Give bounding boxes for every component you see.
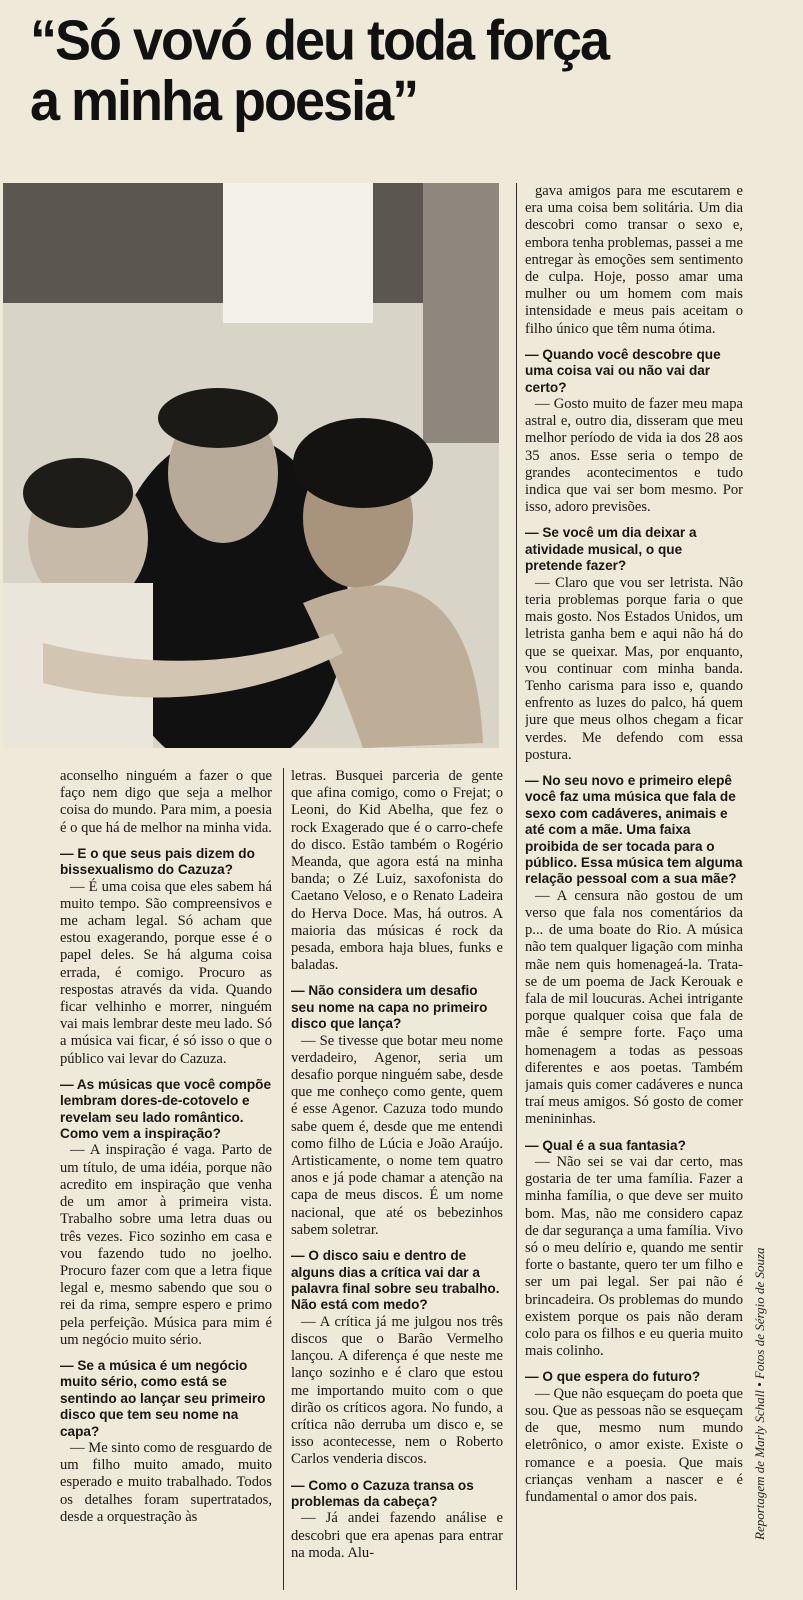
question: — Qual é a sua fantasia? bbox=[525, 1137, 686, 1153]
answer-paragraph: — A inspiração é vaga. Parto de um título, de uma idéia, porque não acredito em inspiração que venha de um amor à primeira vista. Trabalho sobre uma letra duas ou três vezes. Fico sozinho em casa e vou fazendo tudo no joelho. Procuro fazer com que a letra fique legal e, mesmo sabendo que sou o rei da rima, sempre espero e primo pela perfeição. Música para mim é um negócio muito sério. bbox=[60, 1142, 272, 1348]
question: — O que espera do futuro? bbox=[525, 1369, 701, 1385]
headline-line-2: a minha poesia” bbox=[30, 69, 418, 133]
column-divider bbox=[283, 768, 284, 1590]
answer-paragraph: — Já andei fazendo análise e descobri que era apenas para entrar na moda. Alu- bbox=[291, 1510, 503, 1561]
photo-credit: Reportagem de Marly Schall • Fotos de Sérgio de Souza bbox=[752, 1247, 767, 1540]
answer-paragraph: aconselho ninguém a fazer o que faço nem digo que seja a melhor coisa do mundo. Para mim, a poesia é o que há de melhor na minha vida. bbox=[60, 768, 272, 836]
answer-paragraph: — Gosto muito de fazer meu mapa astral e, outro dia, disseram que meu melhor período de vida ia dos 28 aos 35 anos. Esse seria o tempo de grandes acontecimentos e tudo indica que vai ser bom mesmo. Por isso, adoro previsões. bbox=[525, 396, 743, 516]
column-1 bbox=[60, 768, 272, 1590]
answer-paragraph: — A crítica já me julgou nos três discos que o Barão Vermelho lançou. A diferença é que neste me lanço sozinho e é claro que estou me importando muito com o que dirão os críticos agora. No fundo, a crítica não derruba um disco e, se isso acontecesse, nem o Roberto Carlos venderia discos. bbox=[291, 1313, 503, 1468]
question: — Não considera um desafio seu nome na capa no primeiro disco que lança? bbox=[291, 983, 488, 1032]
column-3 bbox=[525, 183, 743, 1590]
answer-paragraph: — Se tivesse que botar meu nome verdadeiro, Agenor, seria um desafio porque ninguém sabe, desde que me conheço como gente, quem é esse Agenor. Cazuza todo mundo sabe quem é, desde que me entendi como filho de Lúcia e João Araújo. Artisticamente, o nome tem quatro anos e já pode chamar a atenção na capa de meus discos. É um nome nacional, que até os bebezinhos sabem soletrar. bbox=[291, 1032, 503, 1238]
question: — Como o Cazuza transa os problemas da cabeça? bbox=[291, 1477, 474, 1509]
question: — O disco saiu e dentro de alguns dias a crítica vai dar a palavra final sobre seu trabalho. Não está com medo? bbox=[291, 1248, 500, 1313]
question: — Se você um dia deixar a atividade musical, o que pretende fazer? bbox=[525, 525, 697, 574]
photo-image bbox=[3, 183, 499, 748]
answer-paragraph: — Me sinto como de resguardo de um filho muito amado, muito esperado e muito trabalhado. Todos os detalhes foram supertratados, desde a orquestração às bbox=[60, 1439, 272, 1525]
column-divider bbox=[516, 183, 517, 1590]
question: — As músicas que você compõe lembram dores-de-cotovelo e revelam seu lado romântico. Como vem a inspiração? bbox=[60, 1076, 272, 1142]
answer-paragraph: — Não sei se vai dar certo, mas gostaria de ter uma família. Fazer a minha família, o que deve ser muito bom. Mas, não me considero capaz de dar segurança a uma família. Vivo só o meu delírio e, quando me sentir forte o bastante, quero ter um filho e ser um pai legal. Ser pai não é brincadeira. Os problemas do mundo existem porque os pais não deram colo para os filhos e eu queria muito mais colinho. bbox=[525, 1154, 743, 1360]
answer-paragraph: — Que não esqueçam do poeta que sou. Que as pessoas não se esqueçam de que, mesmo num mundo eletrônico, o amor existe. Existe o romance e a poesia. Que mais crianças venham a nascer e é fundamental o amor dos pais. bbox=[525, 1385, 743, 1506]
question: — Se a música é um negócio muito sério, como está se sentindo ao lançar seu primeiro disco que tem seu nome na capa? bbox=[60, 1357, 266, 1439]
headline-line-1: “Só vovó deu toda força bbox=[30, 8, 609, 72]
answer-paragraph: — É uma coisa que eles sabem há muito tempo. São compreensivos e me acham legal. Só acham que estou exagerando, porque esse é o papel deles. Se há alguma coisa errada, é comigo. Procuro as respostas através da vida. Quando ficar velhinho e morrer, ninguém vai mais lembrar deste meu lado. Só a música vai ficar, é só isso o que o público vai levar do Cazuza. bbox=[60, 878, 272, 1067]
answer-paragraph: — A censura não gostou de um verso que fala nos comentários da p... de uma boate do Rio. A música não tem qualquer ligação com minha mãe nem quis homenageá-la. Trata-se de um poema de Jack Kerouak e fala de mil loucuras. Achei intrigante porque qualquer coisa que fala de mãe é sempre forte. Faço uma homenagem a todas as pessoas diferentes e aos poetas. Também jamais quis comer cadáveres e nunca traí meus amigos. Só gosto de comer menininhas. bbox=[525, 887, 743, 1128]
question: — No seu novo e primeiro elepê você faz uma música que fala de sexo com cadáveres, animais e até com a mãe. Uma faixa proibida de ser tocada para o público. Essa música tem alguma relação pessoal com a sua mãe? bbox=[525, 772, 743, 887]
answer-paragraph: — Claro que vou ser letrista. Não teria problemas porque faria o que mais gosto. Nos Estados Unidos, um letrista ganha bem e aqui não há do que se queixar. Mas, por enquanto, vou continuar com minha banda. Tenho carisma para isso e, quando enfrento as luzes do palco, há quem jure que meus olhos chegam a ficar verdes. Me defendo com essa postura. bbox=[525, 574, 743, 763]
answer-paragraph: letras. Busquei parceria de gente que afina comigo, como o Frejat; o Leoni, do Kid Abelha, que fez o rock Exagerado que é o carro-chefe do disco. Estão também o Rogério Meanda, que agora está na minha banda; o Zé Luiz, saxofonista do Caetano Veloso, e o Renato Ladeira do Herva Doce. Mas, há outros. A maioria das músicas é rock da pesada, embora haja blues, funks e baladas. bbox=[291, 768, 503, 974]
headline bbox=[30, 10, 750, 132]
photo bbox=[3, 183, 499, 748]
question: — E o que seus pais dizem do bissexualismo do Cazuza? bbox=[60, 845, 255, 878]
answer-paragraph: gava amigos para me escutarem e era uma coisa bem solitária. Um dia descobri como transar o sexo e, embora tenha problemas, passei a me entregar às emoções sem sentimento de culpa. Hoje, posso amar uma mulher ou um homem com mais intensidade e meus pais aceitam o filho único que têm numa ótima. bbox=[525, 183, 743, 337]
column-2 bbox=[291, 768, 503, 1590]
question: — Quando você descobre que uma coisa vai ou não vai dar certo? bbox=[525, 346, 721, 395]
